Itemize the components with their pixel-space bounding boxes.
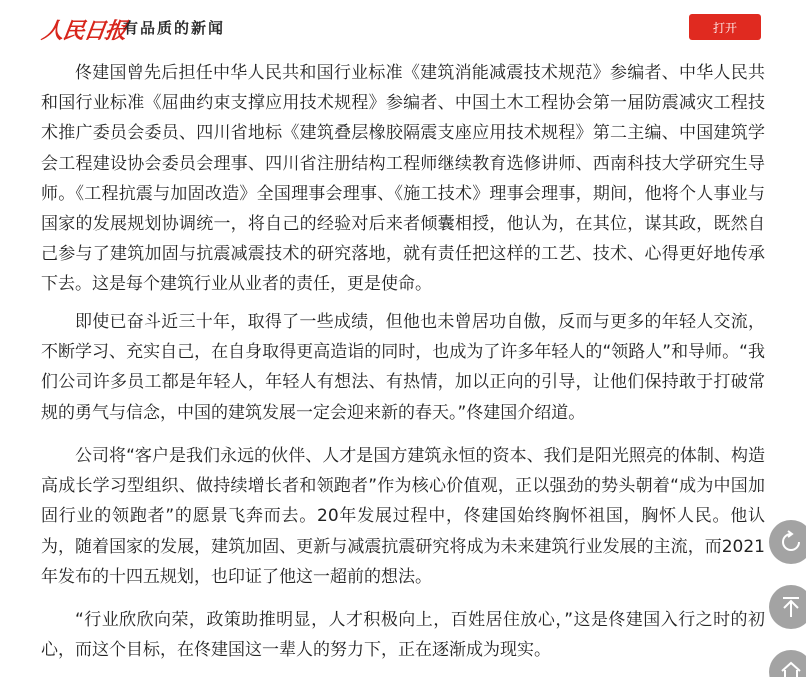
article-paragraph: “行业欣欣向荣，政策助推明显，人才积极向上，百姓居住放心，”这是佟建国入行之时的初心，而这个目标，在佟建国这一辈人的努力下，正在逐渐成为现实。 <box>41 610 765 661</box>
arrow-up-icon <box>779 595 803 619</box>
people-daily-logo[interactable]: 人民日报 <box>39 18 128 44</box>
top-bar <box>0 0 806 56</box>
article-paragraph: 佟建国曾先后担任中华人民共和国行业标准《建筑消能减震技术规范》参编者、中华人民共和国行业标准《屈曲约束支撑应用技术规程》参编者、中国土木工程协会第一届防震减灾工程技术推广委员会委员、四川省地标《建筑叠层橡胶隔震支座应用技术规程》第二主编、中国建筑学会工程建设协会委员会理事、四川省注册结构工程师继续教育选修讲师、西南科技大学研究生导师。《工程抗震与加固改造》全国理事会理事、《施工技术》理事会理事，期间，他将个人事业与国家的发展规划协调统一，将自己的经验对后来者倾囊相授，他认为，在其位，谋其政，既然自己参与了建筑加固与抗震减震技术的研究落地，就有责任把这样的工艺、技术、心得更好地传承下去。这是每个建筑行业从业者的责任，更是使命。 <box>41 63 765 295</box>
article-paragraph: 公司将“客户是我们永远的伙伴、人才是国方建筑永恒的资本、我们是阳光照亮的体制、构造高成长学习型组织、做持续增长者和领跑者”作为核心价值观，正以强劲的势头朝着“成为中国加固行业的领跑者”的愿景飞奔而去。20年发展过程中，佟建国始终胸怀祖国，胸怀人民。他认为，随着国家的发展，建筑加固、更新与减震抗震研究将成为未来建筑行业发展的主流，而2021年发布的十四五规划，也印证了他这一超前的想法。 <box>41 446 765 587</box>
article-paragraph: 即使已奋斗近三十年，取得了一些成绩，但他也未曾居功自傲，反而与更多的年轻人交流，不断学习、充实自己，在自身取得更高造诣的同时，也成为了许多年轻人的“领路人”和导师。“我们公司许多员工都是年轻人，年轻人有想法、有热情，加以正向的引导，让他们保持敢于打破常规的勇气与信念，中国的建筑发展一定会迎来新的春天。”佟建国介绍道。 <box>41 312 765 423</box>
slogan: 有品质的新闻 <box>123 19 226 37</box>
open-app-button[interactable]: 打开 <box>689 14 761 40</box>
home-icon <box>779 660 803 677</box>
refresh-icon <box>779 530 803 554</box>
home-button[interactable] <box>769 650 806 677</box>
refresh-button[interactable] <box>769 520 806 564</box>
back-to-top-button[interactable] <box>769 585 806 629</box>
